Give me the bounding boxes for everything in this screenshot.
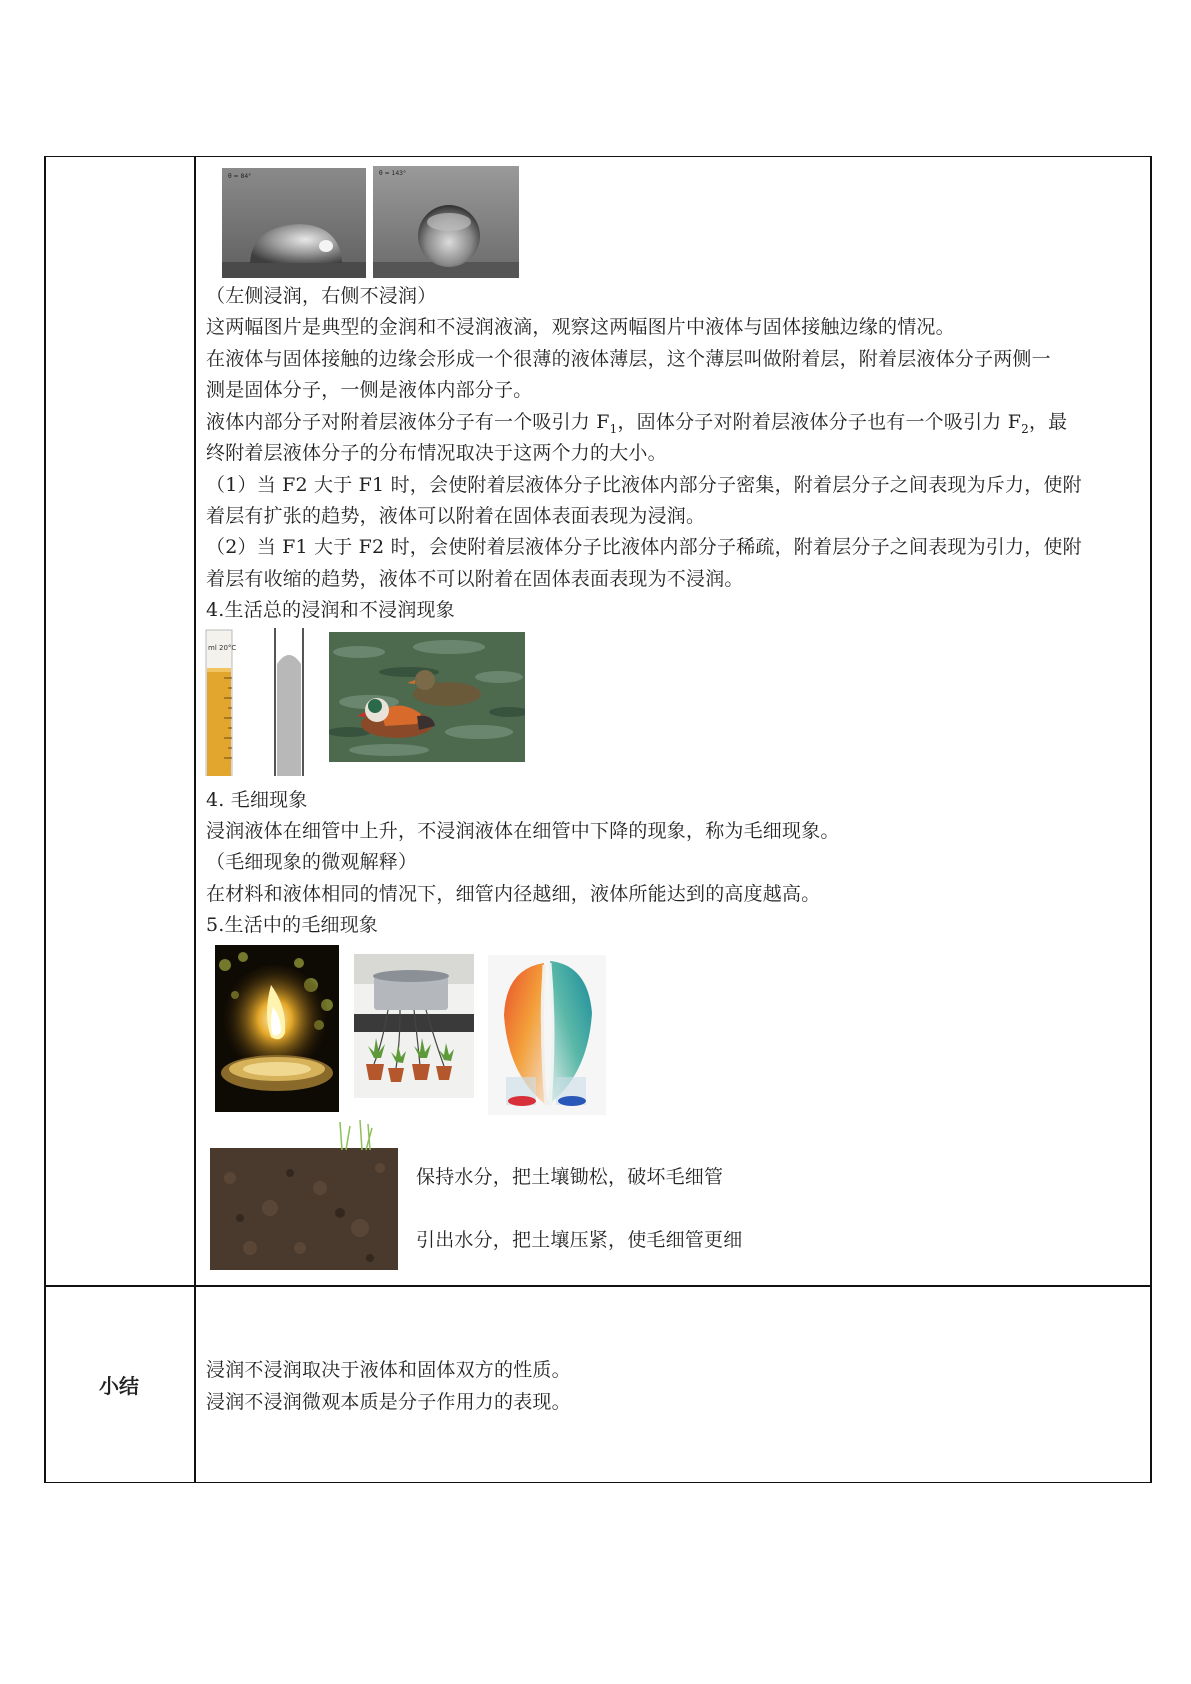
droplet-nonwetting-photo: [373, 166, 519, 278]
dyed-cabbage-photo: [488, 955, 606, 1115]
mandarin-ducks-photo: [329, 632, 525, 762]
f1-subscript: 1: [609, 421, 618, 436]
soil-cross-section-photo: [210, 1118, 398, 1270]
soil-compact-text: 引出水分，把土壤压紧，使毛细管更细: [416, 1229, 743, 1251]
summary-label: 小结: [99, 1374, 139, 1398]
heading-4: 4.生活总的浸润和不浸润现象: [206, 599, 455, 621]
row-divider: [46, 1285, 1150, 1287]
graduated-cylinder-photo: [204, 628, 236, 776]
paragraph-4a: （1）当 F2 大于 F1 时，会使附着层液体分子比液体内部分子密集，附着层分子之间表现为斥力，使附: [206, 474, 1082, 496]
summary-line-2: 浸润不浸润微观本质是分子作用力的表现。: [206, 1391, 571, 1413]
summary-line-1: 浸润不浸润取决于液体和固体双方的性质。: [206, 1359, 571, 1381]
paragraph-5b: 着层有收缩的趋势，液体不可以附着在固体表面表现为不浸润。: [206, 568, 744, 590]
f2-subscript: 2: [1021, 421, 1029, 436]
paragraph-2a: 在液体与固体接触的边缘会形成一个很薄的液体薄层，这个薄层叫做附着层，附着层液体分子两侧一: [206, 348, 1051, 370]
p3a-part1: 液体内部分子对附着层液体分子有一个吸引力 F: [206, 411, 610, 433]
heading-capillary: 4. 毛细现象: [206, 789, 308, 811]
paragraph-8: 在材料和液体相同的情况下，细管内径越细，液体所能达到的高度越高。: [206, 883, 821, 905]
paragraph-7: （毛细现象的微观解释）: [206, 851, 418, 873]
paragraph-3b: 终附着层液体分子的分布情况取决于这两个力的大小。: [206, 442, 667, 464]
p3a-part2: ，固体分子对附着层液体分子也有一个吸引力 F: [617, 411, 1022, 433]
oil-lamp-photo: [215, 945, 339, 1112]
wick-watering-plants-photo: [354, 954, 474, 1098]
paragraph-6: 浸润液体在细管中上升，不浸润液体在细管中下降的现象，称为毛细现象。: [206, 820, 840, 842]
paragraph-4b: 着层有扩张的趋势，液体可以附着在固体表面表现为浸润。: [206, 505, 706, 527]
cylinder-label: ml 20°C: [208, 644, 236, 652]
droplet-left-label: θ = 84°: [228, 173, 252, 180]
paragraph-1: 这两幅图片是典型的金润和不浸润液滴，观察这两幅图片中液体与固体接触边缘的情况。: [206, 316, 955, 338]
droplet-wetting-photo: [222, 168, 366, 278]
column-divider: [194, 157, 196, 1482]
paragraph-5a: （2）当 F1 大于 F2 时，会使附着层液体分子比液体内部分子稀疏，附着层分子之间表现为引力，使附: [206, 536, 1082, 558]
soil-loosen-text: 保持水分，把土壤锄松，破坏毛细管: [416, 1166, 724, 1188]
caption-wetting: （左侧浸润，右侧不浸润）: [206, 285, 437, 307]
capillary-tube-photo: [272, 628, 306, 776]
p3a-part3: ，最: [1028, 411, 1068, 433]
droplet-right-label: θ = 143°: [379, 170, 406, 177]
heading-5: 5.生活中的毛细现象: [206, 914, 379, 936]
paragraph-2b: 测是固体分子，一侧是液体内部分子。: [206, 379, 533, 401]
